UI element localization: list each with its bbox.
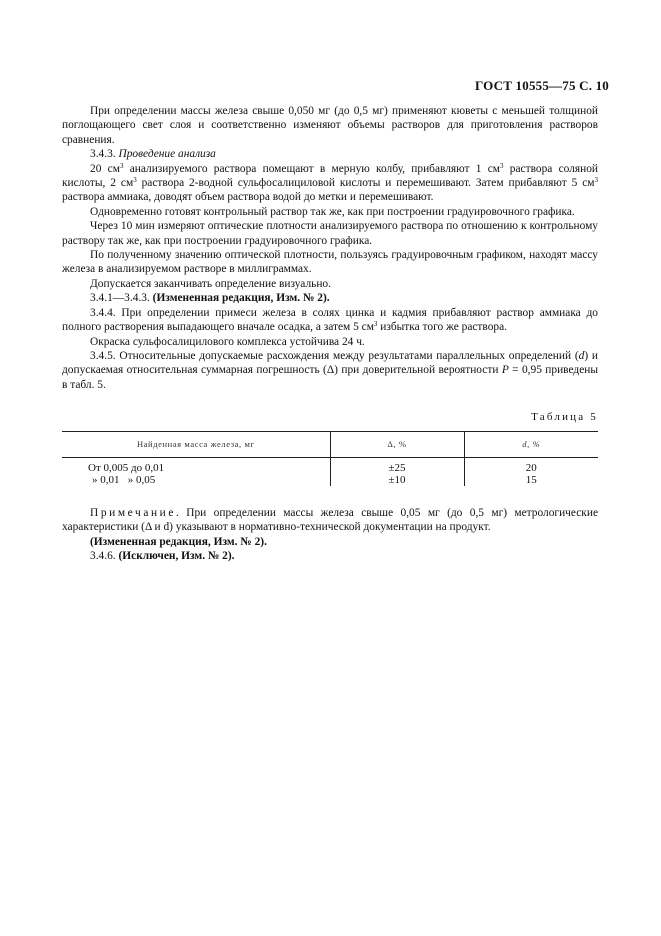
text: раствора аммиака, доводят объем раствора водой до метки и перемешивают. bbox=[62, 191, 434, 204]
table-5 bbox=[62, 431, 598, 486]
table-header-row bbox=[62, 431, 598, 457]
superscript: 3 bbox=[500, 161, 504, 170]
section-number: 3.4.1—3.4.3. bbox=[90, 292, 153, 305]
text: раствора 2-водной сульфосалициловой кислоты и перемешивают. Затем прибавляют 5 см bbox=[136, 177, 595, 190]
amendment-note: (Исключен, Изм. № 2). bbox=[118, 550, 235, 563]
paragraph-3-4-6 bbox=[62, 549, 598, 563]
paragraph-control: Одновременно готовят контрольный раствор так же, как при построении градуировочного графика. bbox=[90, 205, 575, 218]
paragraph-procedure bbox=[62, 162, 598, 205]
paragraph-visual: Допускается заканчивать определение визуально. bbox=[90, 277, 331, 290]
paragraph-3-4-5 bbox=[62, 349, 598, 392]
document-body bbox=[62, 104, 598, 564]
text: ) и допускаемая относительная суммарная погрешность (Δ) при доверительной вероятности bbox=[62, 349, 598, 377]
column-header-delta: Δ, % bbox=[330, 431, 464, 457]
section-number: 3.4.3. bbox=[90, 148, 119, 161]
column-header-d: d, % bbox=[464, 431, 598, 457]
text: раствора соляной кислоты, 2 см bbox=[62, 162, 599, 190]
column-header-mass: Найденная масса железа, мг bbox=[62, 431, 330, 457]
note-label: Примечание bbox=[90, 506, 177, 519]
text: избытка того же раствора. bbox=[377, 321, 507, 334]
cell-mass: От 0,005 до 0,01 bbox=[88, 461, 165, 474]
superscript: 3 bbox=[119, 161, 124, 170]
section-number: 3.4.6. bbox=[90, 550, 119, 563]
amendment-note: (Измененная редакция, Изм. № 2). bbox=[90, 535, 267, 548]
cell-d: 20 bbox=[464, 457, 598, 474]
table-caption: Таблица 5 bbox=[531, 411, 598, 424]
note-text: . При определении массы железа свыше 0,05 мг (до 0,5 мг) метрологические характеристики (Δ и d) указывают в нормативно-технической документации на продукт. bbox=[62, 506, 598, 534]
cell-delta: ±10 bbox=[330, 474, 464, 486]
section-title: Проведение анализа bbox=[118, 148, 216, 161]
text: = 0,95 приведены в табл. 5. bbox=[62, 364, 599, 391]
text: 20 см bbox=[90, 162, 120, 175]
paragraph-3-4-4 bbox=[62, 306, 598, 335]
paragraph-stability: Окраска сульфосалицилового комплекса устойчива 24 ч. bbox=[90, 335, 365, 348]
symbol-d: d bbox=[578, 349, 585, 362]
page-header: ГОСТ 10555—75 С. 10 bbox=[475, 78, 609, 93]
cell-delta: ±25 bbox=[330, 457, 464, 474]
symbol-p: P bbox=[501, 364, 509, 377]
paragraph-graph: По полученному значению оптической плотности, пользуясь градуировочным графиком, находят массу железа в анализируемом растворе в миллиграммах. bbox=[62, 249, 598, 276]
text: анализируемого раствора помещают в мерную колбу, прибавляют 1 см bbox=[123, 162, 501, 175]
cell-d: 15 bbox=[464, 474, 598, 486]
superscript: 3 bbox=[594, 176, 598, 185]
superscript: 3 bbox=[373, 320, 378, 329]
text: 3.4.4. При определении примеси железа в солях цинка и кадмия прибавляют раствор аммиака до полного растворения выпадающего вначале осадка, а затем 5 см bbox=[62, 306, 598, 334]
paragraph-measure: Через 10 мин измеряют оптические плотности анализируемого раствора по отношению к контрольному раствору так же, как при построении градуировочного графика. bbox=[62, 220, 598, 247]
paragraph-cuvettes: При определении массы железа свыше 0,050 мг (до 0,5 мг) применяют кюветы с меньшей толщиной поглощающего свет слоя и соответственно изменяют объемы растворов для приготовления растворов сравнения. bbox=[62, 105, 598, 146]
amendment-note: (Измененная редакция, Изм. № 2). bbox=[152, 292, 330, 305]
table-row bbox=[62, 474, 598, 486]
section-3-4-3-heading bbox=[62, 147, 598, 161]
superscript: 3 bbox=[133, 176, 137, 185]
table-row bbox=[62, 457, 598, 474]
table-note bbox=[62, 506, 598, 535]
text: 3.4.5. Относительные допускаемые расхождения между результатами параллельных определений ( bbox=[90, 349, 579, 362]
amendment-3-4-1 bbox=[62, 291, 598, 305]
cell-mass: » 0,01 » 0,05 bbox=[92, 473, 156, 486]
